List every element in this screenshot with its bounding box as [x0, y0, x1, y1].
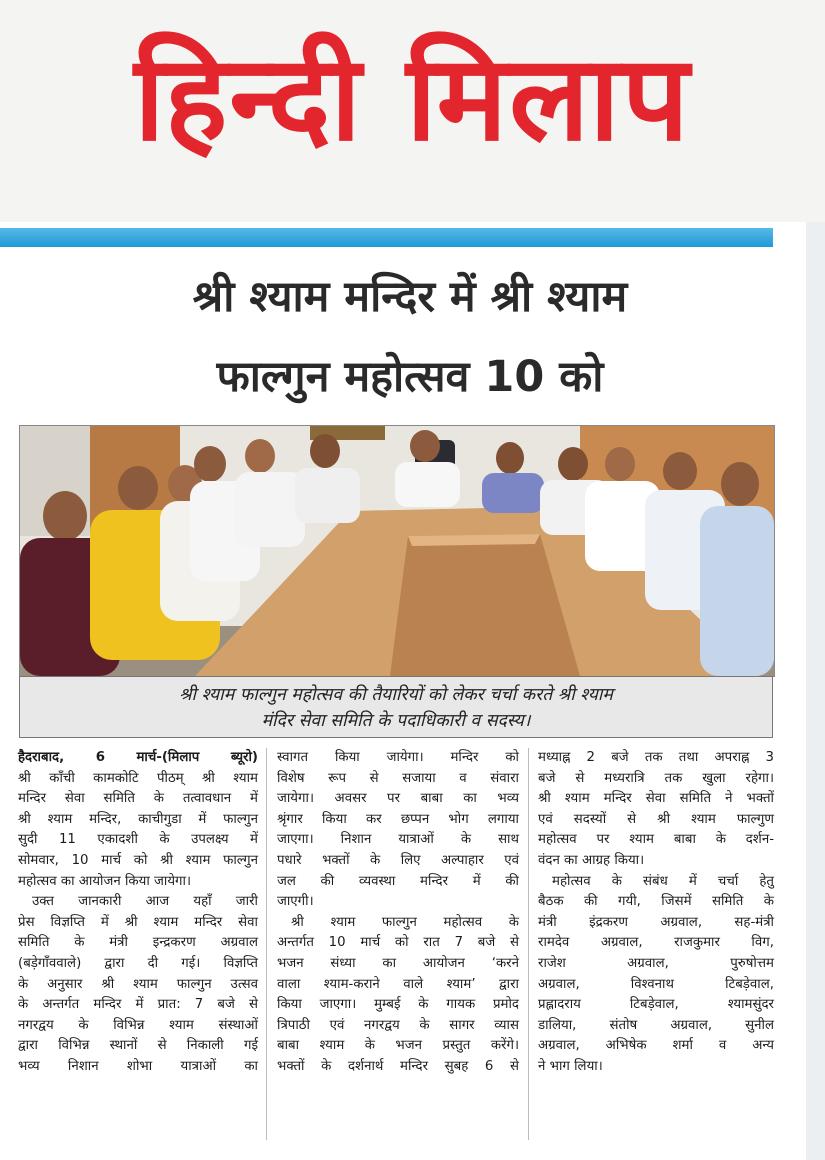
masthead — [0, 0, 825, 222]
caption-line-1: श्री श्याम फाल्गुन महोत्सव की तैयारियों को लेकर चर्चा करते श्री श्याम — [179, 685, 613, 705]
text-line: किया जाएगा। मुम्बई के गायक प्रमोद — [277, 997, 519, 1013]
text-line: श्री श्याम मन्दिर सेवा समिति ने भक्तों — [538, 791, 774, 807]
text-line: नगरद्वय के विभिन्न श्याम संस्थाओं — [18, 1017, 258, 1033]
caption-line-2: मंदिर सेवा समिति के पदाधिकारी व सदस्य। — [261, 711, 531, 731]
text-line: सोमवार, 10 मार्च को श्री श्याम फाल्गुन — [18, 852, 258, 868]
text-line: जायेगा। अवसर पर बाबा का भव्य — [277, 791, 519, 807]
article-column-1 — [18, 748, 258, 1078]
text-line: अन्तर्गत 10 मार्च को रात 7 बजे से — [277, 935, 519, 951]
text-line: जल की व्यवस्था मन्दिर में की — [277, 873, 519, 889]
text-line: बाबा श्याम के भजन प्रस्तुत करेंगे। — [277, 1038, 519, 1054]
text-line: पधारे भक्तों के लिए अल्पाहार एवं — [277, 852, 519, 868]
text-line: प्रेस विज्ञप्ति में श्री श्याम मन्दिर सेवा — [18, 914, 258, 930]
text-line: ने भाग लिया। — [538, 1058, 603, 1074]
text-line: उक्त जानकारी आज यहाँ जारी — [32, 894, 258, 910]
text-line: भव्य निशान शोभा यात्राओं का — [18, 1058, 258, 1074]
text-line: भक्तों के दर्शनार्थ मन्दिर सुबह 6 से — [277, 1058, 519, 1074]
text-line: भजन संध्या का आयोजन ‘करने — [277, 955, 519, 971]
text-line: महोत्सव पर श्याम बाबा के दर्शन- — [538, 832, 774, 848]
text-line: महोत्सव का आयोजन किया जायेगा। — [18, 873, 191, 889]
text-line: स्वागत किया जायेगा। मन्दिर को — [277, 750, 519, 765]
text-line: राजेश अग्रवाल, पुरुषोत्तम — [538, 955, 774, 971]
text-line: बजे से मध्यरात्रि तक खुला रहेगा। — [538, 770, 774, 786]
text-line: बैठक की गयी, जिसमें समिति के — [538, 894, 774, 910]
text-line: विशेष रूप से सजाया व संवारा — [277, 770, 519, 786]
text-line: श्रृंगार किया कर छप्पन भोग लगाया — [277, 811, 519, 827]
text-line: महोत्सव के संबंध में चर्चा हेतु — [552, 873, 774, 889]
text-line: एवं सदस्यों से श्री श्याम फाल्गुण — [538, 811, 774, 827]
masthead-title: हिन्दी मिलाप — [134, 28, 691, 167]
text-line: श्री श्याम मन्दिर, काचीगुडा में फाल्गुन — [18, 811, 258, 827]
text-line: अग्रवाल, विश्वनाथ टिबड़ेवाल, — [538, 976, 774, 992]
text-line: सुदी 11 एकादशी के उपलक्ष्य में — [18, 832, 258, 848]
text-line: वाला श्याम-कराने वाले श्याम’ द्वारा — [277, 976, 519, 992]
text-line: रामदेव अग्रवाल, राजकुमार विग, — [538, 935, 774, 951]
text-line: मन्दिर सेवा समिति के तत्वावधान में — [18, 791, 258, 807]
text-line: के अन्तर्गत मन्दिर में प्रात: 7 बजे से — [18, 997, 258, 1013]
news-photo — [19, 425, 775, 677]
text-line: मध्याह्न 2 बजे तक तथा अपराह्न 3 — [538, 750, 774, 765]
dateline: हैदराबाद, 6 मार्च-(मिलाप ब्यूरो) — [18, 750, 258, 765]
text-line: (बड़ेगाँववाले) द्वारा दी गई। विज्ञप्ति — [18, 955, 258, 971]
text-line: के अनुसार श्री श्याम फाल्गुन उत्सव — [18, 976, 258, 992]
text-line: प्रह्लादराय टिबड़ेवाल, श्यामसुंदर — [538, 997, 774, 1013]
text-line: वंदन का आग्रह किया। — [538, 852, 645, 868]
article-column-2 — [277, 748, 519, 1078]
text-line: समिति के मंत्री इन्द्रकरण अग्रवाल — [18, 935, 258, 951]
column-divider — [266, 748, 267, 1140]
text-line: श्री काँची कामकोटि पीठम् श्री श्याम — [18, 770, 258, 786]
headline-line-2: फाल्गुन महोत्सव 10 को — [216, 352, 604, 402]
page-margin — [806, 222, 825, 1160]
text-line: त्रिपाठी एवं नगरद्वय के सागर व्यास — [277, 1017, 519, 1033]
text-line: जाएगा। निशान यात्राओं के साथ — [277, 832, 519, 848]
column-divider — [528, 748, 529, 1140]
article-column-3 — [538, 748, 774, 1078]
text-line: डालिया, संतोष अग्रवाल, सुनील — [538, 1017, 774, 1033]
section-rule — [0, 228, 773, 247]
photo-caption — [19, 676, 773, 738]
headline-line-1: श्री श्याम मन्दिर में श्री श्याम — [192, 272, 628, 322]
text-line: श्री श्याम फाल्गुन महोत्सव के — [291, 914, 519, 930]
text-line: द्वारा विभिन्न स्थानों से निकाली गई — [18, 1038, 258, 1054]
text-line: अग्रवाल, अभिषेक शर्मा व अन्य — [538, 1038, 774, 1054]
text-line: मंत्री इंद्रकरण अग्रवाल, सह-मंत्री — [538, 914, 774, 930]
text-line: जाएगी। — [277, 894, 314, 910]
